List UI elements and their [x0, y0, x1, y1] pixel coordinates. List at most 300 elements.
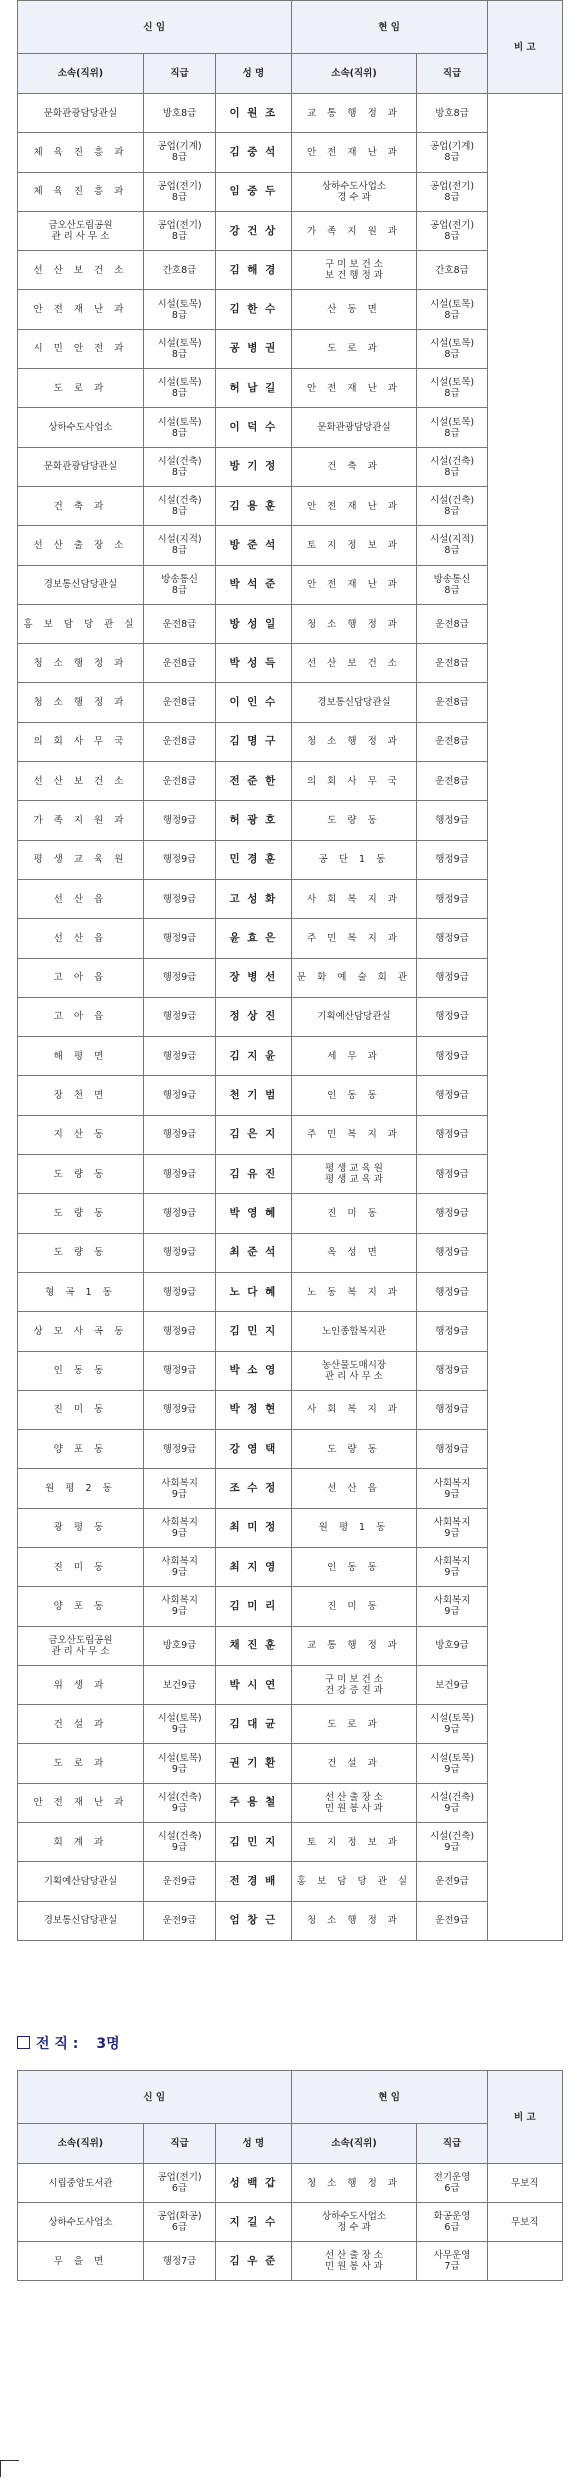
- current-dept-cell: 인 동 동: [291, 1076, 417, 1115]
- table-row: [18, 683, 563, 722]
- new-grade-cell: 시설(토목) 9급: [143, 1705, 215, 1744]
- table-row: [18, 644, 563, 683]
- current-dept-cell: 홍 보 담 당 관 실: [291, 1862, 417, 1901]
- new-dept-cell: 시 민 안 전 과: [18, 329, 144, 368]
- new-grade-cell: 간호8급: [143, 251, 215, 290]
- current-grade-cell: 행정9급: [417, 1390, 487, 1429]
- note-cell: 무보직: [487, 2164, 562, 2203]
- new-grade-cell: 행정7급: [143, 2242, 215, 2281]
- current-grade-cell: 시설(토목) 8급: [417, 369, 487, 408]
- current-dept-cell: 농산물도매시장 관 리 사 무 소: [291, 1351, 417, 1390]
- table-row: [18, 840, 563, 879]
- current-grade-cell: 시설(토목) 9급: [417, 1705, 487, 1744]
- current-grade-cell: 행정9급: [417, 840, 487, 879]
- new-dept-cell: 선 산 읍: [18, 879, 144, 918]
- table-row: [18, 722, 563, 761]
- current-grade-cell: 운전8급: [417, 762, 487, 801]
- new-grade-cell: 공업(화공) 6급: [143, 2203, 215, 2242]
- name-cell: 박 소 영: [216, 1351, 291, 1390]
- new-dept-cell: 홍 보 담 당 관 실: [18, 604, 144, 643]
- name-cell: 김 우 준: [216, 2242, 291, 2281]
- current-grade-cell: 시설(건축) 9급: [417, 1823, 487, 1862]
- new-dept-cell: 지 산 동: [18, 1115, 144, 1154]
- new-dept-cell: 안 전 재 난 과: [18, 1783, 144, 1822]
- name-cell: 주 용 철: [216, 1783, 291, 1822]
- current-grade-cell: 사무운영 7급: [417, 2242, 487, 2281]
- table-row: [18, 919, 563, 958]
- current-post-header: 현 임: [291, 2071, 487, 2124]
- current-grade-cell: 행정9급: [417, 958, 487, 997]
- table-row: [18, 447, 563, 486]
- name-cell: 김 명 구: [216, 722, 291, 761]
- new-grade-cell: 공업(전기) 8급: [143, 172, 215, 211]
- current-grade-cell: 사회복지 9급: [417, 1469, 487, 1508]
- new-grade-cell: 행정9급: [143, 1155, 215, 1194]
- name-cell: 허 광 호: [216, 801, 291, 840]
- table-row: [18, 1705, 563, 1744]
- new-dept-cell: 건 축 과: [18, 486, 144, 525]
- new-grade-cell: 시설(건축) 9급: [143, 1783, 215, 1822]
- name-cell: 전 준 한: [216, 762, 291, 801]
- name-cell: 박 석 준: [216, 565, 291, 604]
- table-row: [18, 1783, 563, 1822]
- current-grade-cell: 운전8급: [417, 604, 487, 643]
- new-grade-cell: 행정9급: [143, 1076, 215, 1115]
- table-row: [18, 133, 563, 172]
- col-grade-header: 직급: [417, 2124, 487, 2164]
- col-name-header: 성 명: [216, 54, 291, 94]
- new-dept-cell: 고 아 읍: [18, 997, 144, 1036]
- name-cell: 박 영 혜: [216, 1194, 291, 1233]
- name-cell: 김 지 윤: [216, 1037, 291, 1076]
- table-row: [18, 1272, 563, 1311]
- table-row: [18, 762, 563, 801]
- current-dept-cell: 산 동 면: [291, 290, 417, 329]
- current-grade-cell: 시설(토목) 9급: [417, 1744, 487, 1783]
- new-grade-cell: 시설(토목) 8급: [143, 408, 215, 447]
- current-grade-cell: 화공운영 6급: [417, 2203, 487, 2242]
- current-grade-cell: 시설(건축) 8급: [417, 486, 487, 525]
- col-dept-header: 소속(직위): [18, 2124, 144, 2164]
- new-grade-cell: 사회복지 9급: [143, 1508, 215, 1547]
- table-row: [18, 211, 563, 250]
- current-dept-cell: 선 산 보 건 소: [291, 644, 417, 683]
- current-dept-cell: 진 미 동: [291, 1194, 417, 1233]
- page-corner-mark: [0, 2460, 19, 2477]
- new-dept-cell: 장 천 면: [18, 1076, 144, 1115]
- new-grade-cell: 시설(토목) 9급: [143, 1744, 215, 1783]
- current-grade-cell: 운전9급: [417, 1862, 487, 1901]
- new-grade-cell: 행정9급: [143, 1351, 215, 1390]
- current-dept-cell: 공 단 1 동: [291, 840, 417, 879]
- current-dept-cell: 도 량 동: [291, 1430, 417, 1469]
- name-cell: 허 남 길: [216, 369, 291, 408]
- current-dept-cell: 건 축 과: [291, 447, 417, 486]
- new-dept-cell: 평 생 교 육 원: [18, 840, 144, 879]
- new-dept-cell: 양 포 동: [18, 1587, 144, 1626]
- name-cell: 방 기 정: [216, 447, 291, 486]
- new-grade-cell: 행정9급: [143, 1115, 215, 1154]
- table-row: [18, 1233, 563, 1272]
- current-grade-cell: 행정9급: [417, 1430, 487, 1469]
- current-grade-cell: 운전8급: [417, 644, 487, 683]
- new-dept-cell: 도 량 동: [18, 1194, 144, 1233]
- table-row: [18, 408, 563, 447]
- current-dept-cell: 선 산 출 장 소 민 원 봉 사 과: [291, 2242, 417, 2281]
- current-dept-cell: 상하수도사업소 경 수 과: [291, 172, 417, 211]
- current-dept-cell: 교 통 행 정 과: [291, 94, 417, 133]
- col-grade-header: 직급: [143, 54, 215, 94]
- current-dept-cell: 문 화 예 술 회 관: [291, 958, 417, 997]
- name-cell: 이 인 수: [216, 683, 291, 722]
- current-dept-cell: 구 미 보 건 소 보 건 행 정 과: [291, 251, 417, 290]
- new-grade-cell: 공업(전기) 6급: [143, 2164, 215, 2203]
- current-dept-cell: 사 회 복 지 과: [291, 879, 417, 918]
- table-row: [18, 1862, 563, 1901]
- table-row: [18, 604, 563, 643]
- name-cell: 김 한 수: [216, 290, 291, 329]
- new-grade-cell: 사회복지 9급: [143, 1547, 215, 1586]
- name-cell: 최 지 영: [216, 1547, 291, 1586]
- current-dept-cell: 원 평 1 동: [291, 1508, 417, 1547]
- current-grade-cell: 사회복지 9급: [417, 1547, 487, 1586]
- name-cell: 박 정 현: [216, 1390, 291, 1429]
- table-row: [18, 565, 563, 604]
- name-cell: 장 병 선: [216, 958, 291, 997]
- name-cell: 김 중 석: [216, 133, 291, 172]
- new-dept-cell: 양 포 동: [18, 1430, 144, 1469]
- new-grade-cell: 행정9급: [143, 1233, 215, 1272]
- col-grade-header: 직급: [143, 2124, 215, 2164]
- current-grade-cell: 시설(토목) 8급: [417, 408, 487, 447]
- current-dept-cell: 주 민 복 지 과: [291, 919, 417, 958]
- table-row: [18, 1587, 563, 1626]
- current-dept-cell: 옥 성 면: [291, 1233, 417, 1272]
- new-dept-cell: 고 아 읍: [18, 958, 144, 997]
- new-grade-cell: 시설(토목) 8급: [143, 369, 215, 408]
- current-dept-cell: 평 생 교 육 원 평 생 교 육 과: [291, 1155, 417, 1194]
- name-cell: 김 대 균: [216, 1705, 291, 1744]
- current-dept-cell: 청 소 행 정 과: [291, 604, 417, 643]
- new-grade-cell: 운전9급: [143, 1862, 215, 1901]
- new-grade-cell: 보건9급: [143, 1665, 215, 1704]
- new-grade-cell: 행정9급: [143, 879, 215, 918]
- transfer-table: [17, 2070, 563, 2281]
- current-grade-cell: 간호8급: [417, 251, 487, 290]
- current-grade-cell: 행정9급: [417, 1076, 487, 1115]
- name-cell: 노 다 혜: [216, 1272, 291, 1311]
- new-grade-cell: 공업(기계) 8급: [143, 133, 215, 172]
- section-label: 전 직 :: [36, 2036, 79, 2052]
- new-grade-cell: 운전8급: [143, 683, 215, 722]
- current-dept-cell: 교 통 행 정 과: [291, 1626, 417, 1665]
- new-grade-cell: 행정9급: [143, 1312, 215, 1351]
- current-dept-cell: 의 회 사 무 국: [291, 762, 417, 801]
- table-row: [18, 1351, 563, 1390]
- new-dept-cell: 체 육 진 흥 과: [18, 133, 144, 172]
- current-grade-cell: 방호9급: [417, 1626, 487, 1665]
- new-dept-cell: 가 족 지 원 과: [18, 801, 144, 840]
- new-grade-cell: 시설(지적) 8급: [143, 526, 215, 565]
- name-cell: 김 은 지: [216, 1115, 291, 1154]
- table-row: [18, 251, 563, 290]
- table-row: [18, 1508, 563, 1547]
- new-dept-cell: 상하수도사업소: [18, 408, 144, 447]
- current-grade-cell: 행정9급: [417, 919, 487, 958]
- new-dept-cell: 시립중앙도서관: [18, 2164, 144, 2203]
- new-dept-cell: 경보통신담당관실: [18, 565, 144, 604]
- current-dept-cell: 가 족 지 원 과: [291, 211, 417, 250]
- new-grade-cell: 시설(건축) 8급: [143, 447, 215, 486]
- new-dept-cell: 선 산 읍: [18, 919, 144, 958]
- new-grade-cell: 운전8급: [143, 722, 215, 761]
- new-grade-cell: 행정9급: [143, 919, 215, 958]
- table-row: [18, 172, 563, 211]
- new-post-header: 신 임: [18, 1, 292, 54]
- table-row: [18, 1744, 563, 1783]
- current-dept-cell: 청 소 행 정 과: [291, 2164, 417, 2203]
- table-row: [18, 1155, 563, 1194]
- current-grade-cell: 행정9급: [417, 1155, 487, 1194]
- current-grade-cell: 행정9급: [417, 1037, 487, 1076]
- note-cell: [487, 94, 562, 1941]
- table-row: [18, 486, 563, 525]
- current-dept-cell: 토 지 정 보 과: [291, 1823, 417, 1862]
- new-dept-cell: 무 을 면: [18, 2242, 144, 2281]
- current-grade-cell: 행정9급: [417, 1115, 487, 1154]
- note-header: 비 고: [487, 1, 562, 94]
- new-grade-cell: 사회복지 9급: [143, 1469, 215, 1508]
- current-grade-cell: 운전8급: [417, 683, 487, 722]
- table-row: [18, 2242, 563, 2281]
- current-grade-cell: 행정9급: [417, 1351, 487, 1390]
- name-cell: 조 수 정: [216, 1469, 291, 1508]
- name-cell: 전 경 배: [216, 1862, 291, 1901]
- new-dept-cell: 광 평 동: [18, 1508, 144, 1547]
- current-grade-cell: 공업(기계) 8급: [417, 133, 487, 172]
- note-header: 비 고: [487, 2071, 562, 2164]
- current-post-header: 현 임: [291, 1, 487, 54]
- table-row: [18, 879, 563, 918]
- new-dept-cell: 인 동 동: [18, 1351, 144, 1390]
- current-grade-cell: 행정9급: [417, 879, 487, 918]
- current-grade-cell: 방송통신 8급: [417, 565, 487, 604]
- new-grade-cell: 운전9급: [143, 1901, 215, 1940]
- new-dept-cell: 상 모 사 곡 동: [18, 1312, 144, 1351]
- table-row: [18, 997, 563, 1036]
- current-grade-cell: 방호8급: [417, 94, 487, 133]
- table-row: [18, 958, 563, 997]
- new-dept-cell: 선 산 출 장 소: [18, 526, 144, 565]
- current-grade-cell: 행정9급: [417, 1272, 487, 1311]
- current-dept-cell: 상하수도사업소 정 수 과: [291, 2203, 417, 2242]
- new-dept-cell: 회 계 과: [18, 1823, 144, 1862]
- new-grade-cell: 운전8급: [143, 644, 215, 683]
- current-grade-cell: 행정9급: [417, 1233, 487, 1272]
- table-row: [18, 290, 563, 329]
- name-cell: 이 덕 수: [216, 408, 291, 447]
- current-grade-cell: 시설(건축) 8급: [417, 447, 487, 486]
- name-cell: 김 해 경: [216, 251, 291, 290]
- table-row: [18, 1390, 563, 1429]
- name-cell: 엄 창 근: [216, 1901, 291, 1940]
- name-cell: 김 민 지: [216, 1312, 291, 1351]
- new-grade-cell: 행정9급: [143, 840, 215, 879]
- current-dept-cell: 주 민 복 지 과: [291, 1115, 417, 1154]
- current-grade-cell: 행정9급: [417, 1312, 487, 1351]
- new-dept-cell: 금오산도립공원 관 리 사 무 소: [18, 211, 144, 250]
- new-grade-cell: 행정9급: [143, 958, 215, 997]
- current-dept-cell: 청 소 행 정 과: [291, 1901, 417, 1940]
- new-grade-cell: 행정9급: [143, 1272, 215, 1311]
- new-dept-cell: 문화관광담당관실: [18, 94, 144, 133]
- name-cell: 방 성 일: [216, 604, 291, 643]
- name-cell: 박 성 득: [216, 644, 291, 683]
- section-count: 3명: [96, 2036, 120, 2052]
- new-dept-cell: 해 평 면: [18, 1037, 144, 1076]
- name-cell: 임 중 두: [216, 172, 291, 211]
- personnel-table: [17, 0, 563, 1941]
- current-dept-cell: 노인종합복지관: [291, 1312, 417, 1351]
- table-row: [18, 1430, 563, 1469]
- new-grade-cell: 행정9급: [143, 1194, 215, 1233]
- new-grade-cell: 행정9급: [143, 997, 215, 1036]
- name-cell: 고 성 화: [216, 879, 291, 918]
- col-dept-header: 소속(직위): [291, 54, 417, 94]
- current-grade-cell: 공업(전기) 8급: [417, 172, 487, 211]
- new-grade-cell: 시설(건축) 8급: [143, 486, 215, 525]
- current-grade-cell: 사회복지 9급: [417, 1508, 487, 1547]
- table-row: [18, 2164, 563, 2203]
- new-grade-cell: 행정9급: [143, 1430, 215, 1469]
- name-cell: 천 기 범: [216, 1076, 291, 1115]
- current-dept-cell: 도 로 과: [291, 329, 417, 368]
- new-grade-cell: 시설(토목) 8급: [143, 329, 215, 368]
- name-cell: 권 기 환: [216, 1744, 291, 1783]
- new-dept-cell: 원 평 2 동: [18, 1469, 144, 1508]
- new-grade-cell: 공업(전기) 8급: [143, 211, 215, 250]
- current-grade-cell: 운전9급: [417, 1901, 487, 1940]
- table-row: [18, 94, 563, 133]
- name-cell: 이 원 조: [216, 94, 291, 133]
- table-row: [18, 1037, 563, 1076]
- current-grade-cell: 공업(전기) 8급: [417, 211, 487, 250]
- current-dept-cell: 선 산 출 장 소 민 원 봉 사 과: [291, 1783, 417, 1822]
- new-dept-cell: 위 생 과: [18, 1665, 144, 1704]
- current-dept-cell: 구 미 보 건 소 건 강 증 진 과: [291, 1665, 417, 1704]
- current-dept-cell: 토 지 정 보 과: [291, 526, 417, 565]
- current-dept-cell: 노 동 복 지 과: [291, 1272, 417, 1311]
- new-dept-cell: 도 로 과: [18, 1744, 144, 1783]
- new-dept-cell: 도 량 동: [18, 1233, 144, 1272]
- current-dept-cell: 청 소 행 정 과: [291, 722, 417, 761]
- name-cell: 강 건 상: [216, 211, 291, 250]
- table-row: [18, 1547, 563, 1586]
- current-dept-cell: 기획예산담당관실: [291, 997, 417, 1036]
- name-cell: 김 용 훈: [216, 486, 291, 525]
- new-dept-cell: 청 소 행 정 과: [18, 683, 144, 722]
- name-cell: 강 영 택: [216, 1430, 291, 1469]
- table-row: [18, 1194, 563, 1233]
- name-cell: 박 시 연: [216, 1665, 291, 1704]
- new-post-header: 신 임: [18, 2071, 292, 2124]
- table-row: [18, 1665, 563, 1704]
- name-cell: 최 준 석: [216, 1233, 291, 1272]
- name-cell: 채 진 훈: [216, 1626, 291, 1665]
- current-grade-cell: 행정9급: [417, 1194, 487, 1233]
- name-cell: 방 준 석: [216, 526, 291, 565]
- current-dept-cell: 안 전 재 난 과: [291, 133, 417, 172]
- current-dept-cell: 세 무 과: [291, 1037, 417, 1076]
- new-grade-cell: 행정9급: [143, 801, 215, 840]
- table-row: [18, 329, 563, 368]
- name-cell: 정 상 진: [216, 997, 291, 1036]
- current-grade-cell: 사회복지 9급: [417, 1587, 487, 1626]
- new-dept-cell: 진 미 동: [18, 1390, 144, 1429]
- table-row: [18, 2203, 563, 2242]
- table-row: [18, 801, 563, 840]
- note-cell: [487, 2242, 562, 2281]
- table-row: [18, 369, 563, 408]
- new-dept-cell: 기획예산담당관실: [18, 1862, 144, 1901]
- new-dept-cell: 선 산 보 건 소: [18, 251, 144, 290]
- new-dept-cell: 상하수도사업소: [18, 2203, 144, 2242]
- table-row: [18, 1115, 563, 1154]
- current-dept-cell: 인 동 동: [291, 1547, 417, 1586]
- current-dept-cell: 경보통신담당관실: [291, 683, 417, 722]
- name-cell: 김 민 지: [216, 1823, 291, 1862]
- new-grade-cell: 시설(토목) 8급: [143, 290, 215, 329]
- section-title: [17, 2033, 120, 2053]
- name-cell: 최 미 정: [216, 1508, 291, 1547]
- new-dept-cell: 문화관광담당관실: [18, 447, 144, 486]
- new-grade-cell: 방호9급: [143, 1626, 215, 1665]
- current-grade-cell: 행정9급: [417, 801, 487, 840]
- new-dept-cell: 진 미 동: [18, 1547, 144, 1586]
- current-dept-cell: 도 로 과: [291, 1705, 417, 1744]
- new-dept-cell: 선 산 보 건 소: [18, 762, 144, 801]
- table-row: [18, 1626, 563, 1665]
- col-name-header: 성 명: [216, 2124, 291, 2164]
- new-dept-cell: 의 회 사 무 국: [18, 722, 144, 761]
- current-grade-cell: 운전8급: [417, 722, 487, 761]
- name-cell: 김 유 진: [216, 1155, 291, 1194]
- table-row: [18, 526, 563, 565]
- new-dept-cell: 경보통신담당관실: [18, 1901, 144, 1940]
- new-grade-cell: 운전8급: [143, 762, 215, 801]
- new-grade-cell: 시설(건축) 9급: [143, 1823, 215, 1862]
- current-dept-cell: 안 전 재 난 과: [291, 486, 417, 525]
- col-dept-header: 소속(직위): [18, 54, 144, 94]
- table-row: [18, 1076, 563, 1115]
- current-grade-cell: 시설(토목) 8급: [417, 329, 487, 368]
- name-cell: 윤 효 은: [216, 919, 291, 958]
- current-grade-cell: 시설(지적) 8급: [417, 526, 487, 565]
- name-cell: 김 미 리: [216, 1587, 291, 1626]
- col-dept-header: 소속(직위): [291, 2124, 417, 2164]
- new-dept-cell: 안 전 재 난 과: [18, 290, 144, 329]
- new-grade-cell: 방송통신 8급: [143, 565, 215, 604]
- new-dept-cell: 금오산도립공원 관 리 사 무 소: [18, 1626, 144, 1665]
- new-dept-cell: 도 량 동: [18, 1155, 144, 1194]
- current-dept-cell: 문화관광담당관실: [291, 408, 417, 447]
- table-row: [18, 1901, 563, 1940]
- col-grade-header: 직급: [417, 54, 487, 94]
- name-cell: 지 길 수: [216, 2203, 291, 2242]
- current-dept-cell: 사 회 복 지 과: [291, 1390, 417, 1429]
- table-row: [18, 1823, 563, 1862]
- current-dept-cell: 안 전 재 난 과: [291, 369, 417, 408]
